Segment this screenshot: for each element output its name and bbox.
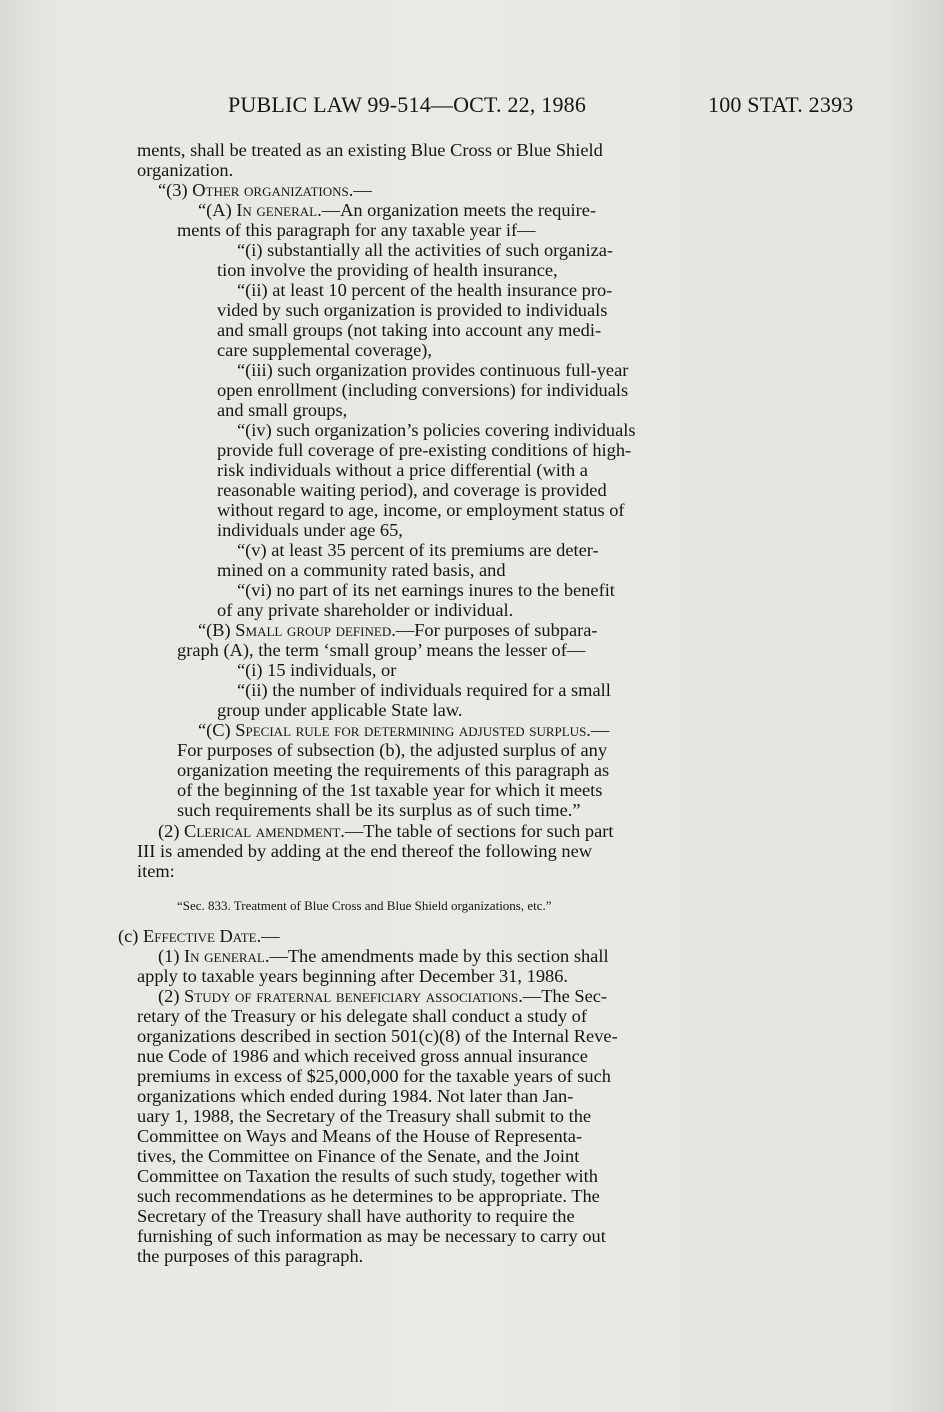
text-line: “(i) 15 individuals, or bbox=[237, 660, 397, 680]
text-line: organizations which ended during 1984. Not later than Jan- bbox=[137, 1086, 574, 1106]
text-line: open enrollment (including conversions) for individuals bbox=[217, 380, 629, 400]
text-line: Committee on Taxation the results of such study, together with bbox=[137, 1166, 598, 1186]
text-line: of the beginning of the 1st taxable year for which it meets bbox=[177, 780, 603, 800]
text-line: organization meeting the requirements of this paragraph as bbox=[177, 760, 610, 780]
text-line: individuals under age 65, bbox=[217, 520, 403, 540]
text-line: “(iv) such organization’s policies covering individuals bbox=[237, 420, 636, 440]
table-of-sections-item: “Sec. 833. Treatment of Blue Cross and Blue Shield organizations, etc.” bbox=[177, 898, 552, 913]
text-line: provide full coverage of pre-existing conditions of high- bbox=[217, 440, 632, 460]
subheading-other-organizations: “(3) Other organizations.— bbox=[158, 180, 372, 200]
text-line: such recommendations as he determines to be appropriate. The bbox=[137, 1186, 600, 1206]
statute-page-number: 100 STAT. 2393 bbox=[708, 92, 854, 117]
text-line: uary 1, 1988, the Secretary of the Treasury shall submit to the bbox=[137, 1106, 592, 1126]
text-line: the purposes of this paragraph. bbox=[137, 1246, 364, 1266]
subheading-clerical-amendment: (2) Clerical amendment.—The table of sections for such part bbox=[158, 821, 614, 841]
text-line: “(vi) no part of its net earnings inures to the benefit bbox=[237, 580, 615, 600]
running-head: PUBLIC LAW 99-514—OCT. 22, 1986 bbox=[228, 92, 587, 117]
text-line: ments, shall be treated as an existing Blue Cross or Blue Shield bbox=[137, 140, 603, 160]
text-line: III is amended by adding at the end thereof the following new bbox=[137, 841, 593, 861]
text-line: graph (A), the term ‘small group’ means the lesser of— bbox=[177, 640, 586, 660]
text-line: “(ii) at least 10 percent of the health insurance pro- bbox=[237, 280, 613, 300]
text-line: nue Code of 1986 and which received gross annual insurance bbox=[137, 1046, 588, 1066]
text-line: “(v) at least 35 percent of its premiums are deter- bbox=[237, 540, 599, 560]
subheading-small-group-defined: “(B) Small group defined.—For purposes of subpara- bbox=[198, 620, 598, 640]
subheading-in-general-effective: (1) In general.—The amendments made by this section shall bbox=[158, 946, 609, 966]
text-line: mined on a community rated basis, and bbox=[217, 560, 506, 580]
text-line: ments of this paragraph for any taxable year if— bbox=[177, 220, 536, 240]
text-line: “(ii) the number of individuals required for a small bbox=[237, 680, 611, 700]
text-line: “(iii) such organization provides continuous full-year bbox=[237, 360, 629, 380]
text-line: of any private shareholder or individual. bbox=[217, 600, 514, 620]
subheading-effective-date: (c) Effective Date.— bbox=[118, 926, 280, 946]
text-line: Secretary of the Treasury shall have authority to require the bbox=[137, 1206, 575, 1226]
text-line: care supplemental coverage), bbox=[217, 340, 432, 360]
text-line: item: bbox=[137, 861, 175, 881]
text-line: retary of the Treasury or his delegate shall conduct a study of bbox=[137, 1006, 587, 1026]
subheading-special-rule: “(C) Special rule for determining adjusted surplus.— bbox=[198, 720, 610, 740]
text-line: organizations described in section 501(c)(8) of the Internal Reve- bbox=[137, 1026, 618, 1046]
text-line: furnishing of such information as may be necessary to carry out bbox=[137, 1226, 606, 1246]
text-line: without regard to age, income, or employment status of bbox=[217, 500, 625, 520]
subheading-in-general: “(A) In general.—An organization meets the require- bbox=[198, 200, 597, 220]
text-line: group under applicable State law. bbox=[217, 700, 463, 720]
text-line: tion involve the providing of health insurance, bbox=[217, 260, 558, 280]
text-line: organization. bbox=[137, 160, 234, 180]
text-line: vided by such organization is provided to individuals bbox=[217, 300, 608, 320]
text-line: For purposes of subsection (b), the adjusted surplus of any bbox=[177, 740, 608, 760]
text-line: tives, the Committee on Finance of the Senate, and the Joint bbox=[137, 1146, 580, 1166]
page-header bbox=[0, 92, 944, 122]
text-line: risk individuals without a price differential (with a bbox=[217, 460, 588, 480]
text-line: “(i) substantially all the activities of such organiza- bbox=[237, 240, 614, 260]
text-line: reasonable waiting period), and coverage is provided bbox=[217, 480, 607, 500]
text-line: such requirements shall be its surplus as of such time.” bbox=[177, 800, 581, 820]
subheading-study-fraternal: (2) Study of fraternal beneficiary associations.—The Sec- bbox=[158, 986, 608, 1006]
text-line: and small groups, bbox=[217, 400, 348, 420]
text-line: apply to taxable years beginning after December 31, 1986. bbox=[137, 966, 569, 986]
text-line: Committee on Ways and Means of the House of Representa- bbox=[137, 1126, 583, 1146]
text-line: and small groups (not taking into account any medi- bbox=[217, 320, 602, 340]
text-line: premiums in excess of $25,000,000 for the taxable years of such bbox=[137, 1066, 611, 1086]
